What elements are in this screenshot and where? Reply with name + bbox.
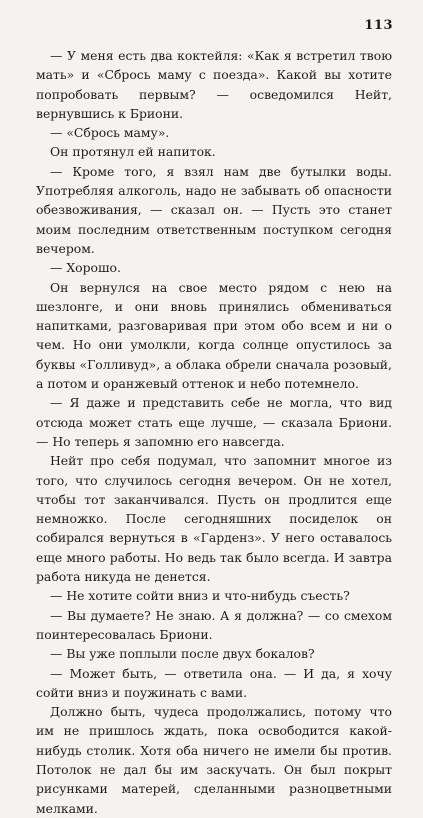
body-text bbox=[36, 46, 392, 818]
paragraph: Он протянул ей напиток. bbox=[50, 144, 216, 160]
paragraph: — Вы уже поплыли после двух бокалов? bbox=[50, 646, 315, 662]
paragraph: — Может быть, — ответила она. — И да, я хочу сойти вниз и поужинать с вами. bbox=[36, 665, 392, 700]
paragraph: Должно быть, чудеса продолжались, потому что им не пришлось ждать, пока освободится какой-нибудь столик. Хотя оба ничего не имели бы против. Потолок не дал бы им заскучать. Он был покрыт рисунками матерей, сделанными разноцветными мелками. bbox=[36, 704, 392, 816]
paragraph: — Кроме того, я взял нам две бутылки воды. Употребляя алкоголь, надо не забывать об опасности обезвоживания, — сказал он. — Пусть это станет моим последним ответственным поступком сегодня вечером. bbox=[36, 163, 392, 256]
paragraph: Он вернулся на свое место рядом с нею на шезлонге, и они вновь принялись обмениваться напитками, разговаривая при этом обо всем и ни о чем. Но они умолкли, когда солнце опустилось за буквы «Голливуд», а облака обрели сначала розовый, а потом и оранжевый оттенок и небо потемнело. bbox=[36, 279, 392, 392]
paragraph: — Хорошо. bbox=[50, 260, 121, 276]
paragraph: — Я даже и представить себе не могла, что вид отсюда может стать еще лучше, — сказала Бриони. — Но теперь я запомню его навсегда. bbox=[36, 395, 392, 449]
paragraph: — У меня есть два коктейля: «Как я встретил твою мать» и «Сбрось маму с поезда». Какой вы хотите попробовать первым? — осведомился Нейт, вернувшись к Бриони. bbox=[36, 48, 392, 121]
page-number: 113 bbox=[364, 18, 393, 33]
paragraph: — «Сбрось маму». bbox=[50, 125, 170, 141]
paragraph: Нейт про себя подумал, что запомнит многое из того, что случилось сегодня вечером. Он не хотел, чтобы тот заканчивался. Пусть он продлится еще немножко. После сегодняшних посиделок он собирался вернуться в «Гарденз». У него оставалось еще много работы. Но ведь так было всегда. И завтра работа никуда не денется. bbox=[36, 453, 392, 585]
paragraph: — Не хотите сойти вниз и что-нибудь съесть? bbox=[50, 588, 350, 604]
paragraph: — Вы думаете? Не знаю. А я должна? — со смехом поинтересовалась Бриони. bbox=[36, 607, 392, 642]
